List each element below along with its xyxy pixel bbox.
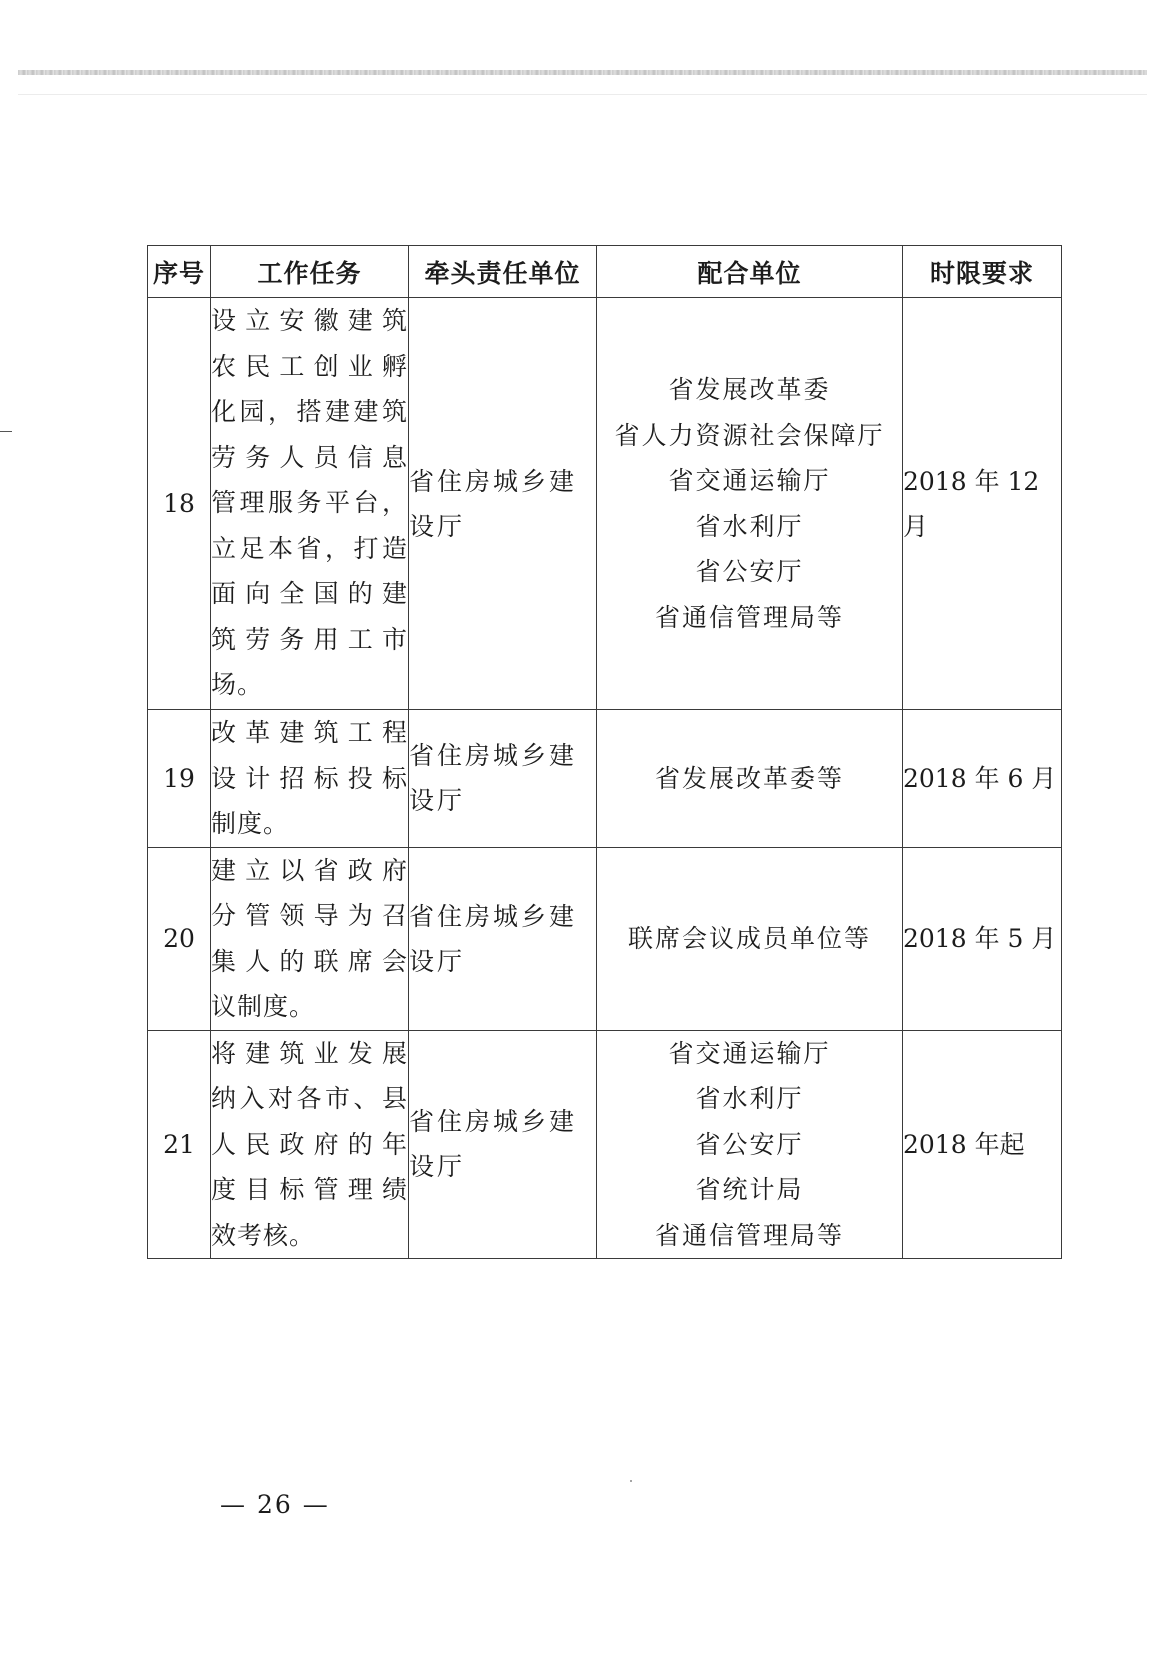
cooperating-unit: 省公安厅 (695, 1129, 804, 1159)
task-cell (211, 298, 409, 710)
task-table (147, 245, 1062, 1259)
header-task: 工作任务 (211, 246, 409, 298)
cooperating-units-cell (597, 298, 903, 710)
header-cooperating-units: 配合单位 (597, 246, 903, 298)
lead-unit-cell: 省住房城乡建设厅 (409, 710, 597, 848)
task-line: 制度。 (211, 809, 290, 838)
page-number: — 26 — (220, 1490, 330, 1519)
cooperating-unit: 省水利厅 (695, 511, 804, 541)
task-line: 分管领导为召 (211, 901, 408, 930)
cooperating-unit: 省公安厅 (695, 557, 804, 586)
task-line: 设立安徽建筑 (211, 306, 408, 335)
task-line: 人民政府的年 (211, 1129, 408, 1159)
table-row (148, 298, 1062, 710)
table-row (148, 1030, 1062, 1259)
task-cell (211, 710, 409, 848)
task-line: 改革建筑工程 (211, 718, 408, 747)
task-line: 面向全国的建 (211, 579, 408, 608)
task-line: 度目标管理绩 (211, 1175, 408, 1204)
binding-mark (0, 431, 12, 432)
lead-unit-cell: 省住房城乡建设厅 (409, 298, 597, 710)
cooperating-unit: 省发展改革委 (668, 375, 831, 404)
task-line: 劳务人员信息 (211, 442, 408, 472)
cooperating-unit: 省统计局 (695, 1175, 804, 1204)
task-line: 效考核。 (211, 1220, 316, 1250)
task-line: 纳入对各市、县 (211, 1084, 408, 1113)
header-number: 序号 (148, 246, 211, 298)
task-line: 集人的联席会 (211, 946, 408, 976)
row-number: 20 (148, 847, 211, 1030)
table-row (148, 847, 1062, 1030)
task-line: 筑劳务用工市 (211, 624, 408, 654)
scan-artifact-top (18, 70, 1147, 75)
task-line: 设计招标投标 (211, 763, 408, 793)
cooperating-unit: 省交通运输厅 (668, 1038, 831, 1068)
cooperating-units-cell (597, 1030, 903, 1259)
lead-unit-cell: 省住房城乡建设厅 (409, 847, 597, 1030)
task-line: 管理服务平台， (211, 488, 408, 517)
deadline-cell: 2018 年 5 月 (903, 847, 1062, 1030)
task-line: 将建筑业发展 (211, 1038, 408, 1068)
cooperating-unit: 省通信管理局等 (654, 602, 844, 632)
lead-unit-cell: 省住房城乡建设厅 (409, 1030, 597, 1259)
table-header-row (148, 246, 1062, 298)
cooperating-unit: 联席会议成员单位等 (627, 923, 871, 953)
task-cell (211, 1030, 409, 1259)
header-deadline: 时限要求 (903, 246, 1062, 298)
table-row (148, 710, 1062, 848)
cooperating-unit: 省人力资源社会保障厅 (614, 420, 885, 450)
cooperating-units-cell (597, 710, 903, 848)
cooperating-unit: 省通信管理局等 (654, 1220, 844, 1250)
header-lead-unit: 牵头责任单位 (409, 246, 597, 298)
scan-artifact-line (18, 94, 1147, 95)
cooperating-unit: 省发展改革委等 (654, 763, 844, 793)
scan-speck (630, 1480, 632, 1482)
task-line: 场。 (211, 670, 264, 699)
task-cell (211, 847, 409, 1030)
cooperating-unit: 省交通运输厅 (668, 466, 831, 495)
task-line: 建立以省政府 (211, 855, 408, 885)
cooperating-units-cell (597, 847, 903, 1030)
deadline-cell: 2018 年 6 月 (903, 710, 1062, 848)
task-line: 议制度。 (211, 992, 316, 1021)
row-number: 21 (148, 1030, 211, 1259)
task-line: 农民工创业孵 (211, 351, 408, 381)
task-line: 立足本省，打造 (211, 533, 408, 563)
cooperating-unit: 省水利厅 (695, 1084, 804, 1113)
task-line: 化园，搭建建筑 (211, 397, 408, 426)
deadline-cell: 2018 年起 (903, 1030, 1062, 1259)
deadline-cell: 2018 年 12 月 (903, 298, 1062, 710)
row-number: 19 (148, 710, 211, 848)
row-number: 18 (148, 298, 211, 710)
